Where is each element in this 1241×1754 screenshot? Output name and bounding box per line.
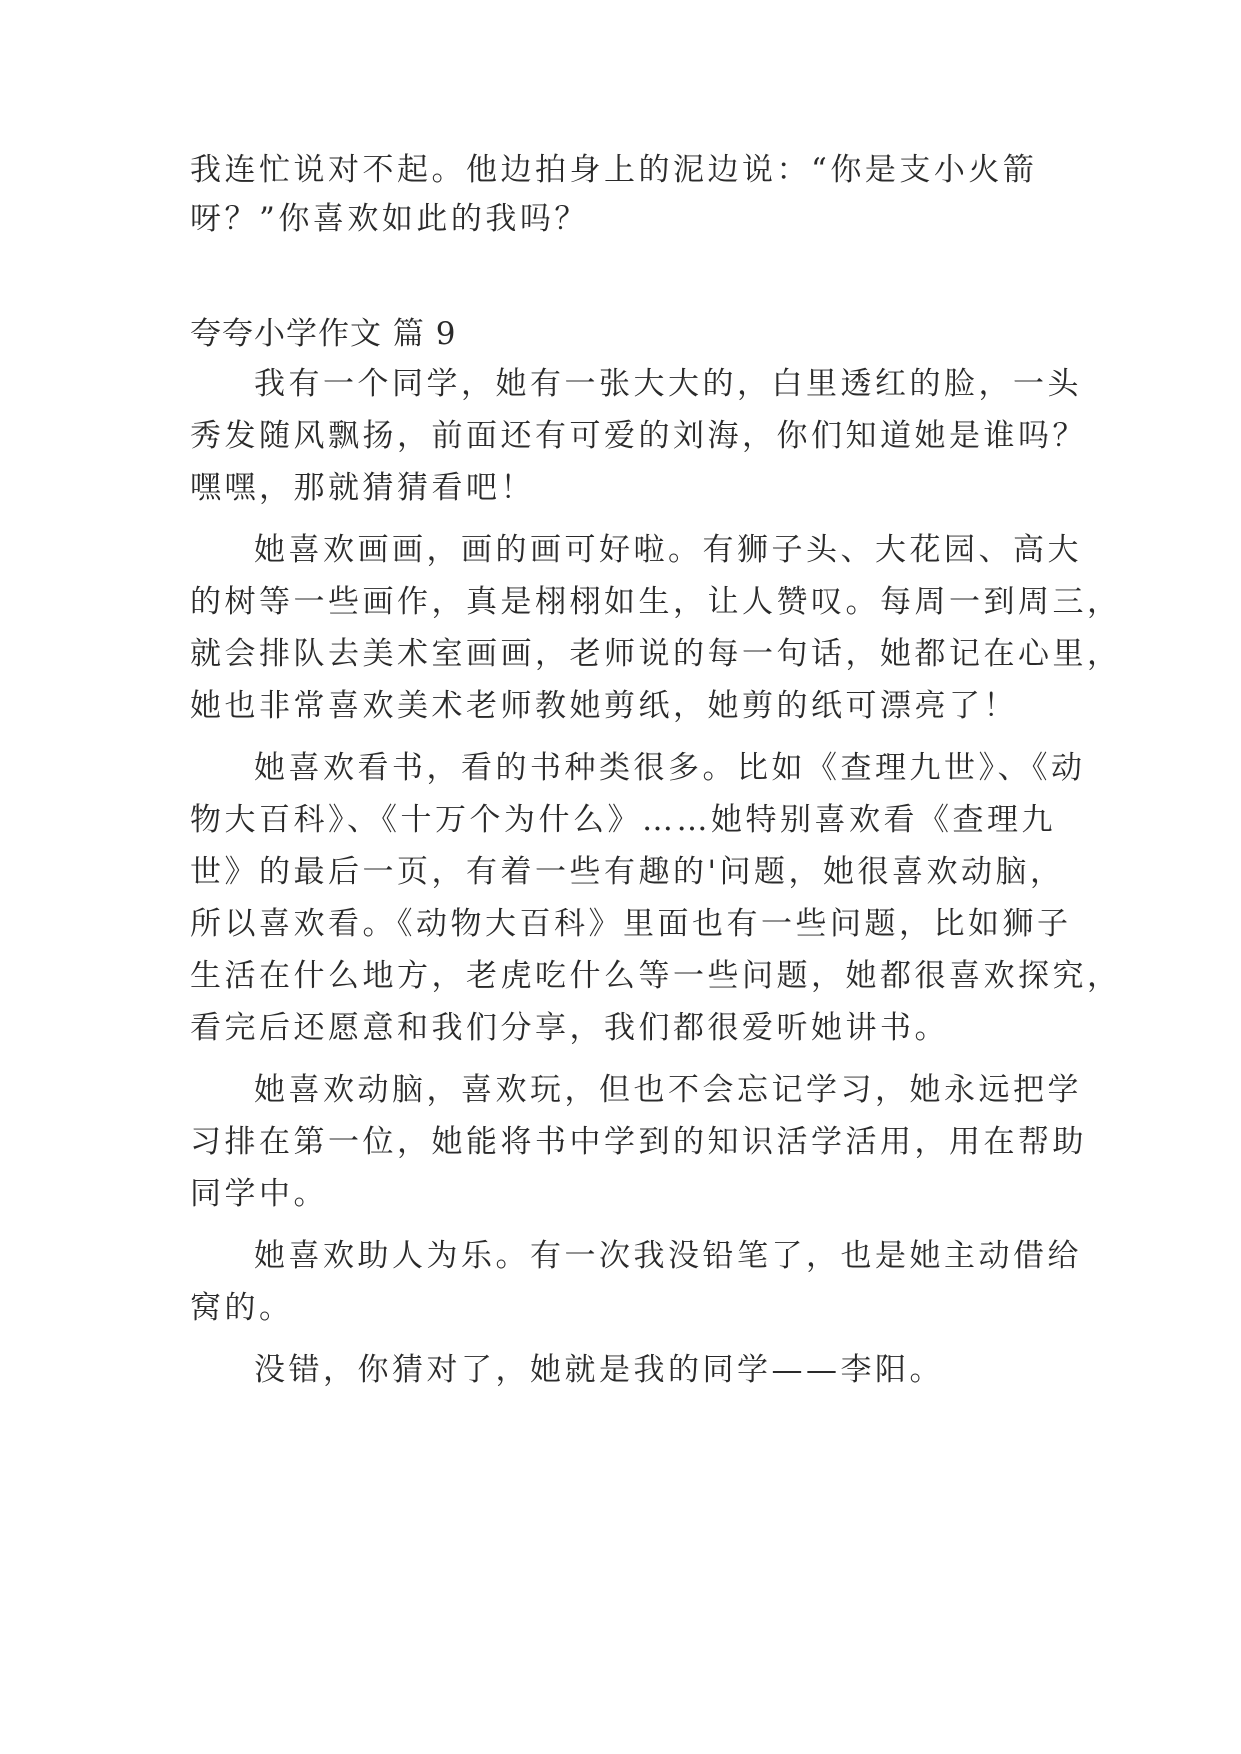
- paragraph-line: 的树等一些画作，真是栩栩如生，让人赞叹。每周一到周三，: [190, 584, 1122, 620]
- paragraph-line: 就会排队去美术室画画，老师说的每一句话，她都记在心里，: [190, 636, 1122, 672]
- paragraph-line: 没错，你猜对了，她就是我的同学——李阳。: [254, 1352, 944, 1388]
- paragraph-line: 她喜欢动脑，喜欢玩，但也不会忘记学习，她永远把学: [254, 1072, 1082, 1108]
- paragraph-line: 她喜欢看书，看的书种类很多。比如《查理九世》、《动: [254, 750, 1086, 786]
- paragraph-line: 同学中。: [190, 1176, 328, 1212]
- paragraph-line: 我有一个同学，她有一张大大的，白里透红的脸，一头: [254, 366, 1082, 402]
- intro-line: 呀？”你喜欢如此的我吗？: [190, 201, 589, 237]
- paragraph-line: 窝的。: [190, 1290, 294, 1326]
- section-title: 夸夸小学作文 篇 9: [190, 316, 457, 352]
- paragraph-line: 物大百科》、《十万个为什么》……她特别喜欢看《查理九: [190, 802, 1056, 838]
- paragraph-line: 生活在什么地方，老虎吃什么等一些问题，她都很喜欢探究，: [190, 958, 1122, 994]
- paragraph-line: 世》的最后一页，有着一些有趣的'问题，她很喜欢动脑，: [190, 854, 1065, 890]
- paragraph-line: 她喜欢画画，画的画可好啦。有狮子头、大花园、高大: [254, 532, 1082, 568]
- paragraph-line: 她喜欢助人为乐。有一次我没铅笔了，也是她主动借给: [254, 1238, 1082, 1274]
- paragraph-line: 她也非常喜欢美术老师教她剪纸，她剪的纸可漂亮了！: [190, 688, 1018, 724]
- paragraph-line: 嘿嘿，那就猜猜看吧！: [190, 470, 535, 506]
- paragraph-line: 看完后还愿意和我们分享，我们都很爱听她讲书。: [190, 1010, 949, 1046]
- intro-line: 我连忙说对不起。他边拍身上的泥边说：“你是支小火箭: [190, 152, 1038, 188]
- paragraph-line: 秀发随风飘扬，前面还有可爱的刘海，你们知道她是谁吗？: [190, 418, 1087, 454]
- paragraph-line: 习排在第一位，她能将书中学到的知识活学活用，用在帮助: [190, 1124, 1087, 1160]
- paragraph-line: 所以喜欢看。《动物大百科》里面也有一些问题，比如狮子: [190, 906, 1072, 942]
